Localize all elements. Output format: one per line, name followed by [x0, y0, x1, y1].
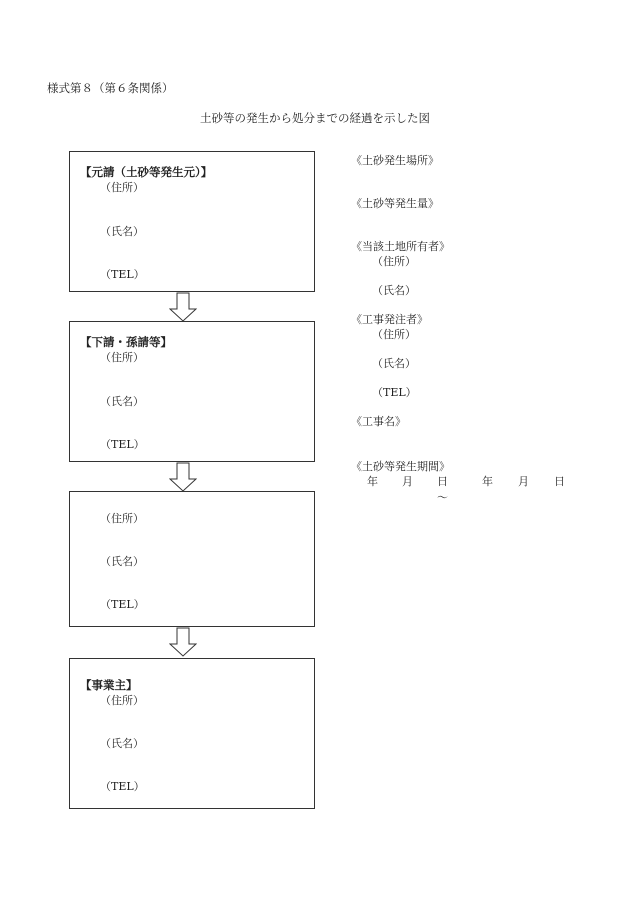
- period-label: 《土砂等発生期間》: [351, 460, 450, 473]
- period-end-day: 日: [554, 475, 565, 488]
- contractor-box-title: 【元請（土砂等発生元）】: [80, 165, 213, 179]
- subcontractor-box-title: 【下請・孫請等】: [80, 335, 172, 349]
- landowner-address-label: （住所）: [372, 255, 416, 268]
- business-owner-box: [69, 658, 315, 809]
- subcontractor-tel-label: （TEL）: [100, 438, 145, 451]
- orderer-address-label: （住所）: [372, 328, 416, 341]
- business-owner-address-label: （住所）: [100, 694, 144, 707]
- business-owner-box-title: 【事業主】: [80, 678, 138, 692]
- period-start-year: 年: [367, 475, 378, 488]
- orderer-name-label: （氏名）: [372, 357, 416, 370]
- project-name-label: 《工事名》: [351, 415, 406, 428]
- soil-amount-label: 《土砂等発生量》: [351, 197, 439, 210]
- down-arrow-icon: [169, 292, 197, 322]
- period-end-year: 年: [482, 475, 493, 488]
- business-owner-tel-label: （TEL）: [100, 780, 145, 793]
- landowner-label: 《当該土地所有者》: [351, 240, 450, 253]
- down-arrow-icon: [169, 627, 197, 657]
- subcontractor-box: [69, 321, 315, 462]
- contractor-box: [69, 151, 315, 292]
- contractor-tel-label: （TEL）: [100, 268, 145, 281]
- landowner-name-label: （氏名）: [372, 284, 416, 297]
- intermediate-name-label: （氏名）: [100, 555, 144, 568]
- contractor-address-label: （住所）: [100, 181, 144, 194]
- intermediate-address-label: （住所）: [100, 512, 144, 525]
- contractor-name-label: （氏名）: [100, 225, 144, 238]
- subcontractor-address-label: （住所）: [100, 351, 144, 364]
- down-arrow-icon: [169, 462, 197, 492]
- business-owner-name-label: （氏名）: [100, 737, 144, 750]
- period-start-month: 月: [402, 475, 413, 488]
- orderer-label: 《工事発注者》: [351, 313, 428, 326]
- period-end-month: 月: [518, 475, 529, 488]
- period-start-day: 日～: [437, 475, 448, 504]
- subcontractor-name-label: （氏名）: [100, 395, 144, 408]
- soil-location-label: 《土砂発生場所》: [351, 154, 439, 167]
- orderer-tel-label: （TEL）: [372, 386, 417, 399]
- intermediate-tel-label: （TEL）: [100, 598, 145, 611]
- intermediate-box: [69, 491, 315, 627]
- form-number: 様式第８（第６条関係）: [47, 81, 174, 95]
- document-title: 土砂等の発生から処分までの経過を示した図: [200, 111, 430, 125]
